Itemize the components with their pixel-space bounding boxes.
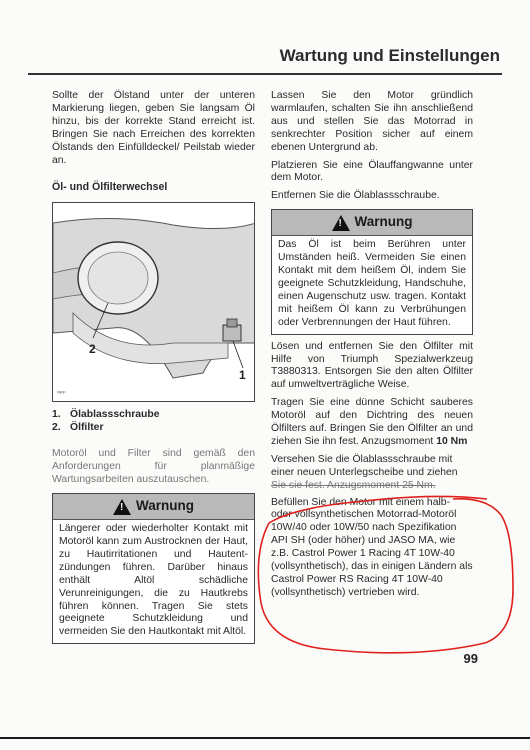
warning-header <box>272 210 472 236</box>
remove-filter-paragraph: Lösen und entfernen Sie den Ölfilter mit Hilfe von Triumph Spezialwerkzeug T3880313. Entsorgen Sie den alten Ölfilter auf umweltverträgliche Weise. <box>271 340 473 391</box>
engine-illustration <box>53 203 255 402</box>
intro-paragraph: Sollte der Ölstand unter der unteren Markierung liegen, geben Sie langsam Öl hinzu, bis der korrekte Stand erreicht ist. Bringen Sie nach Erreichen des korrekten Ölstands den Einfülldeckel/ Peilstab wieder an. <box>52 90 255 166</box>
legend-number: 1. <box>52 409 61 421</box>
warmup-paragraph: Lassen Sie den Motor gründlich warmlaufen, schalten Sie ihn anschließend aus und stellen Sie das Motorrad in senkrechter Position sicher auf einem ebenen Untergrund ab. <box>271 90 473 153</box>
drain-pan-paragraph: Platzieren Sie eine Ölauffangwanne unter dem Motor. <box>271 159 473 184</box>
refit-line-2: einer neuen Unterlegscheibe und ziehen <box>271 466 458 478</box>
left-column <box>52 90 255 650</box>
warning-box-left <box>52 493 255 644</box>
callout-1: 1 <box>239 368 246 383</box>
legend-text: Ölablassschraube <box>70 409 160 421</box>
warning-text: Das Öl ist beim Berühren unter Umständen heiß. Vermeiden Sie einen Kontakt mit dem heißem Öl, indem Sie geeignete Schutzkleidung, Handschuhe, einen Augenschutz usw. tragen. Kontakt mit heißem Öl kann zu Verbrühungen oder Verbrennungen der Haut führen. <box>278 239 466 328</box>
bottom-rule <box>0 737 530 739</box>
warning-text: Längerer oder wiederholter Kontakt mit Motoröl kann zum Austrocknen der Haut, zu Hautirritationen und Hautent-zündungen führen. Darüber hinaus enthält Altöl schädliche Verunreinigungen, die zu Hautkrebs führen können. Tragen Sie stets geeignete Schutzkleidung und vermeiden Sie den Hautkontakt mit Altöl. <box>59 523 248 638</box>
legend-item <box>52 421 255 434</box>
legend-text: Ölfilter <box>70 422 104 434</box>
install-filter-paragraph <box>271 397 473 449</box>
torque-value: 10 Nm <box>436 435 468 447</box>
legend-number: 2. <box>52 422 61 434</box>
warning-title: Warnung <box>136 498 194 514</box>
warning-box-right <box>271 209 473 334</box>
section-heading: Öl- und Ölfilterwechsel <box>52 181 168 194</box>
header-rule <box>28 73 502 75</box>
oil-fill-paragraph: Befüllen Sie den Motor mit einem halb- oder vollsynthetischen Motorrad-Motoröl 10W/40 oder 10W/50 nach Spezifikation API SH (oder höher) und JASO MA, wie z.B. Castrol Power 1 Racing 4T 10W-40 (vollsynthetisch), das in einigen Ländern als Castrol Power RS Racing 4T 10W-40 (vollsynthetisch) vertrieben wird. <box>271 496 473 598</box>
refit-line-struck: Sie sie fest. Anzugsmoment 25 Nm. <box>271 479 436 491</box>
figure-code: cgcp <box>57 389 66 395</box>
remove-drain-plug-paragraph: Entfernen Sie die Ölablassschraube. <box>271 190 440 202</box>
refit-line-1: Versehen Sie die Ölablassschraube mit <box>271 453 453 465</box>
warning-triangle-icon: ! <box>332 215 350 231</box>
warning-header <box>53 494 254 520</box>
callout-2: 2 <box>89 342 96 357</box>
figure-legend <box>52 408 255 434</box>
drain-plug-refit-paragraph <box>271 454 473 493</box>
oil-filter-figure <box>52 202 255 402</box>
right-column <box>271 90 473 605</box>
legend-item <box>52 408 255 421</box>
page-header-title: Wartung und Einstellungen <box>279 46 500 65</box>
warning-title: Warnung <box>354 214 413 230</box>
maintenance-note: Motoröl und Filter sind gemäß den Anforderungen für planmäßige Wartungsarbeiten auszutauschen. <box>52 448 255 486</box>
install-filter-text: Tragen Sie eine dünne Schicht sauberes Motoröl auf den Dichtring des neuen Ölfilters auf. Bringen Sie den Ölfilter an und ziehen Sie ihn fest. Anzugsmoment <box>271 397 473 447</box>
warning-triangle-icon: ! <box>113 499 131 515</box>
page-number: 99 <box>463 651 478 666</box>
